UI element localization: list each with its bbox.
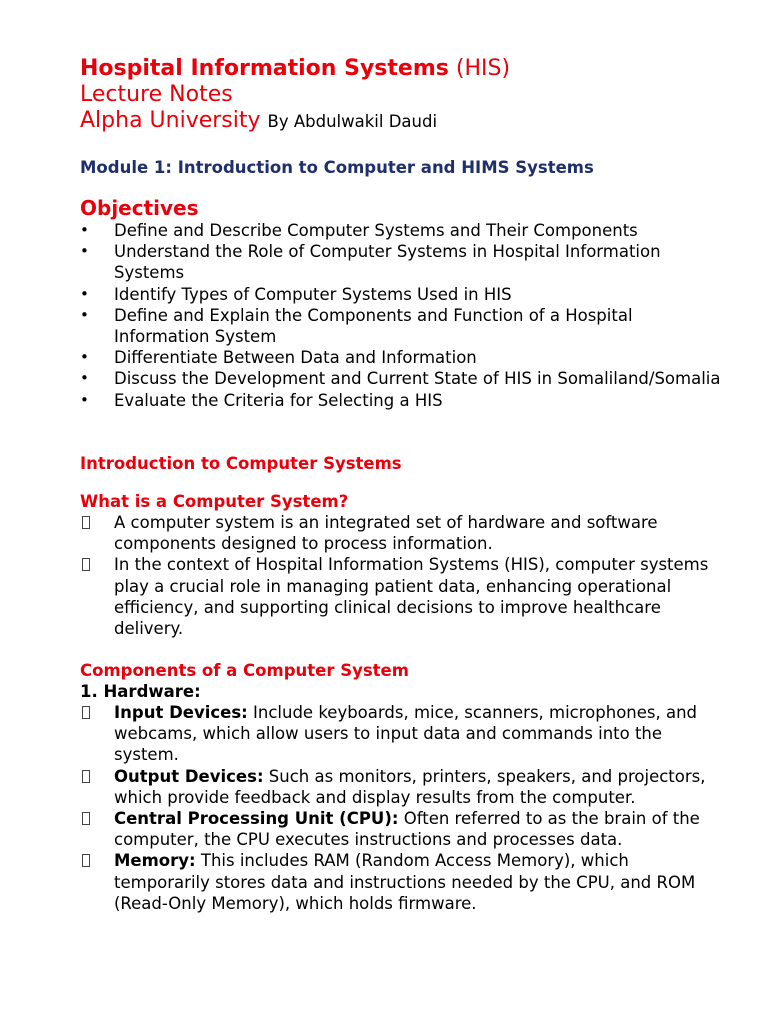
bullet-dot-icon: •: [80, 348, 89, 367]
missing-glyph-box-icon: [80, 512, 114, 533]
missing-glyph-box-icon: [80, 702, 114, 723]
bullet-dot-icon: •: [80, 221, 89, 239]
module-title: Module 1: Introduction to Computer and HIMS Systems: [80, 158, 594, 177]
list-item: • Evaluate the Criteria for Selecting a HIS: [80, 390, 443, 410]
list-item: Central Processing Unit (CPU): Often referred to as the brain of the computer, the CPU executes instructions and processes data.: [80, 808, 728, 850]
document-title: [80, 56, 728, 82]
author-byline: By Abdulwakil Daudi: [267, 112, 438, 131]
list-item: • Discuss the Development and Current State of HIS in Somaliland/Somalia: [80, 369, 721, 389]
university-line: [80, 108, 728, 135]
components-list: [80, 702, 728, 914]
missing-glyph-box-icon: [80, 554, 114, 575]
missing-glyph-box-icon: [80, 766, 114, 787]
bullet-dot-icon: •: [80, 305, 89, 324]
university-name: Alpha University: [80, 108, 261, 133]
term: Output Devices:: [114, 766, 264, 786]
list-item: Input Devices: Include keyboards, mice, scanners, microphones, and webcams, which allow users to input data and commands into the system.: [80, 702, 728, 766]
term: Memory:: [114, 851, 196, 871]
intro-list: [80, 512, 728, 639]
objectives-list: [80, 220, 728, 411]
components-heading: Components of a Computer System: [80, 661, 409, 680]
list-item: • Define and Describe Computer Systems and Their Components: [80, 221, 638, 240]
list-item: Memory: This includes RAM (Random Access Memory), which temporarily stores data and instructions needed by the CPU, and ROM (Read-Only Memory), which holds firmware.: [80, 850, 728, 914]
list-item: • Identify Types of Computer Systems Used in HIS: [80, 284, 512, 304]
bullet-dot-icon: •: [80, 284, 89, 303]
intro-heading: Introduction to Computer Systems: [80, 454, 402, 473]
term: Central Processing Unit (CPU):: [114, 809, 399, 829]
term: Input Devices:: [114, 703, 248, 722]
bullet-dot-icon: •: [80, 390, 89, 409]
components-section: [80, 660, 728, 914]
intro-section: [80, 491, 728, 639]
intro-subheading: What is a Computer System?: [80, 492, 349, 511]
title-abbreviation: (HIS): [455, 56, 511, 81]
document-subtitle: Lecture Notes: [80, 82, 233, 107]
list-item: Output Devices: Such as monitors, printers, speakers, and projectors, which provide feedback and display results from the computer.: [80, 766, 728, 808]
list-item: • Differentiate Between Data and Information: [80, 348, 477, 368]
hardware-label: 1. Hardware:: [80, 682, 201, 701]
list-item: • Define and Explain the Components and Function of a Hospital Information System: [80, 305, 633, 347]
bullet-dot-icon: •: [80, 369, 89, 388]
bullet-dot-icon: •: [80, 242, 89, 261]
objectives-section: [80, 196, 728, 411]
missing-glyph-box-icon: [80, 850, 114, 871]
missing-glyph-box-icon: [80, 808, 114, 829]
list-item: In the context of Hospital Information Systems (HIS), computer systems play a crucial role in managing patient data, enhancing operational efficiency, and supporting clinical decisions to improve healthcare delivery.: [80, 554, 728, 639]
document-header: [80, 56, 728, 135]
objectives-heading: Objectives: [80, 196, 199, 220]
list-item: • Understand the Role of Computer Systems in Hospital Information Systems: [80, 242, 661, 283]
list-item: A computer system is an integrated set of hardware and software components designed to process information.: [80, 512, 728, 554]
title-main: Hospital Information Systems: [80, 56, 449, 81]
